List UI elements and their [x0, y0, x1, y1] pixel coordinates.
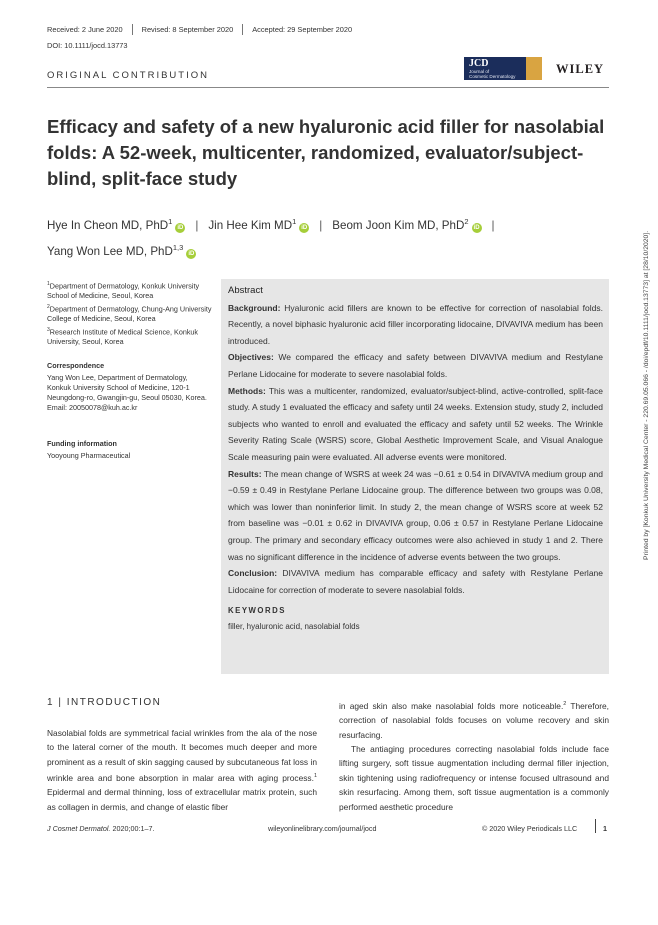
page-number: 1 — [603, 824, 607, 833]
doi[interactable]: DOI: 10.1111/jocd.13773 — [47, 41, 128, 50]
journal-logo-abbr: JCD — [469, 58, 489, 69]
abstract-methods: Methods: This was a multicenter, randomized, evaluator/subject-blind, active-controlled, split-face study. A study 1 evaluated the efficacy and safety until 24 weeks. Extension study, study 2, included subjects who wanted to enroll and evaluated the efficacy and safety until 52 weeks. The Wrinkle Severity Rating Scale (WSRS) score, Global Aesthetic Improvement Scale, and Visual Analogue Scale measuring pain were evaluated. All adverse events were monitored. — [228, 385, 603, 462]
funding — [47, 439, 212, 461]
abstract-conclusion: Conclusion: DIVAVIVA medium has comparable efficacy and safety with Restylane Perlane Lidocaine for correction of moderate to severe nasolabial folds. — [228, 568, 603, 595]
funding-heading: Funding information — [47, 439, 117, 448]
meta-divider — [132, 24, 133, 35]
abstract-results: Results: The mean change of WSRS at week 24 was −0.61 ± 0.54 in DIVAVIVA medium group and −0.59 ± 0.49 in Restylane Perlane Lidocaine group. The difference between two groups was 0.08, which was lower than noninferior limit. In study 2, the mean change of WSRS score at week 52 from baseline was −0.01 ± 0.62 in DIVAVIVA group, 0.06 ± 0.57 in Restylane Perlane Lidocaine group. The primary and secondary efficacy outcomes were also achieved in study 1 and 2. There was no significant difference in the incidence of adverse events between the two groups. — [228, 468, 603, 562]
abstract-objectives: Objectives: We compared the efficacy and safety between DIVAVIVA medium and Restylane Perlane Lidocaine for moderate to severe nasolabial folds. — [228, 352, 603, 379]
funding-text: Yooyoung Pharmaceutical — [47, 451, 131, 460]
citation-ref[interactable]: 1 — [313, 773, 317, 780]
author[interactable]: Beom Joon Kim MD, PhD$^2$iD — [332, 217, 480, 232]
author-separator: | — [319, 218, 323, 232]
correspondence-heading: Correspondence — [47, 361, 105, 370]
keywords: filler, hyaluronic acid, nasolabial folds — [228, 621, 360, 631]
journal-logo[interactable] — [464, 57, 542, 80]
footer-url[interactable]: wileyonlinelibrary.com/journal/jocd — [268, 824, 377, 833]
journal-logo-stripe — [526, 57, 542, 80]
received-info — [47, 24, 352, 35]
orcid-icon[interactable]: iD — [177, 224, 184, 231]
affiliation-2: $^2$Department of Dermatology, Chung-Ang University College of Medicine, Seoul, Korea — [47, 304, 212, 324]
journal-logo-name: Journal of Cosmetic Dermatology — [469, 69, 516, 79]
footer-citation: J Cosmet Dermatol. 2020;00:1–7. — [47, 824, 155, 833]
author-separator: | — [195, 218, 199, 232]
orcid-icon[interactable]: iD — [473, 224, 480, 231]
affiliation-3: $^3$Research Institute of Medical Science, Konkuk University, Seoul, Korea — [47, 327, 198, 347]
print-watermark-text: Printed by [Konkuk University Medical Center - 220.69.05.066 - /doi/epdf/10.1111/jocd.13773] at [28/10/2020]. — [643, 230, 650, 560]
article-title: Efficacy and safety of a new hyaluronic acid filler for nasolabial folds: A 52-week, multicenter, randomized, evaluator/subject-blind, split-face study — [47, 116, 605, 189]
abstract-heading: Abstract — [228, 285, 263, 296]
citation-ref[interactable]: 2 — [563, 701, 567, 707]
footer-divider — [595, 819, 596, 833]
meta-divider — [242, 24, 243, 35]
orcid-icon[interactable]: iD — [301, 224, 308, 231]
correspondence — [47, 361, 212, 413]
intro-paragraph: The antiaging procedures correcting nasolabial folds include face lifting surgery, soft tissue augmentation including dermal filler injection, skin tightening using radiofrequency or intense focused ultrasound and skin resurfacing. Among them, soft tissue augmentation is a commonly performed aesthetic procedure — [339, 744, 609, 812]
accepted-date: Accepted: 29 September 2020 — [252, 25, 353, 34]
orcid-icon[interactable]: iD — [188, 250, 195, 257]
author[interactable]: Yang Won Lee MD, PhD$^{1,3}$iD — [47, 242, 195, 258]
publisher-logo[interactable]: WILEY — [556, 62, 605, 76]
intro-paragraph: Nasolabial folds are symmetrical facial wrinkles from the ala of the nose to the lateral corner of the mouth. It becomes much deeper and more prominent as a result of skin sagging caused by subcutaneous fat loss in wrinkle area and bone absorption in malar area with aging process.$^1$ Epidermal and dermal thinning, loss of extracellular matrix protein, such as collagen in dermis, and change of elastic fiber — [47, 728, 317, 812]
intro-right-column — [339, 697, 609, 814]
introduction-heading: 1 | INTRODUCTION — [47, 697, 162, 708]
correspondence-email[interactable]: Email: 20050078@kuh.ac.kr — [47, 403, 138, 412]
author-list — [47, 211, 617, 263]
intro-paragraph: in aged skin also make nasolabial folds more noticeable.$^2$ Therefore, correction of nasolabial folds focuses on volume recovery and skin resurfacing. — [339, 700, 610, 740]
section-label: ORIGINAL CONTRIBUTION — [47, 70, 209, 81]
affiliation-1: $^1$Department of Dermatology, Konkuk University School of Medicine, Seoul, Korea — [47, 281, 200, 301]
correspondence-address: Yang Won Lee, Department of Dermatology, Konkuk University School of Medicine, 120-1 Neungdong-ro, Gwangjin-gu, Seoul 05030, Korea. — [47, 373, 207, 402]
keywords-heading: KEYWORDS — [228, 606, 286, 616]
intro-left-column — [47, 726, 317, 814]
header-rule — [47, 87, 609, 88]
received-date: Received: 2 June 2020 — [47, 25, 123, 34]
author[interactable]: Hye In Cheon MD, PhD$^1$iD — [47, 217, 184, 232]
author-separator: | — [491, 218, 495, 232]
abstract-box — [221, 279, 609, 674]
footer-copyright: © 2020 Wiley Periodicals LLC — [482, 824, 578, 833]
revised-date: Revised: 8 September 2020 — [141, 25, 234, 34]
abstract-background: Background: Hyaluronic acid fillers are known to be effective for correction of nasolabial folds. Recently, a novel biphasic hyaluronic acid filler incorporating lidocaine, DIVAVIVA medium has been introduced. — [228, 302, 603, 346]
author[interactable]: Jin Hee Kim $MD^1iD$ — [208, 217, 308, 232]
